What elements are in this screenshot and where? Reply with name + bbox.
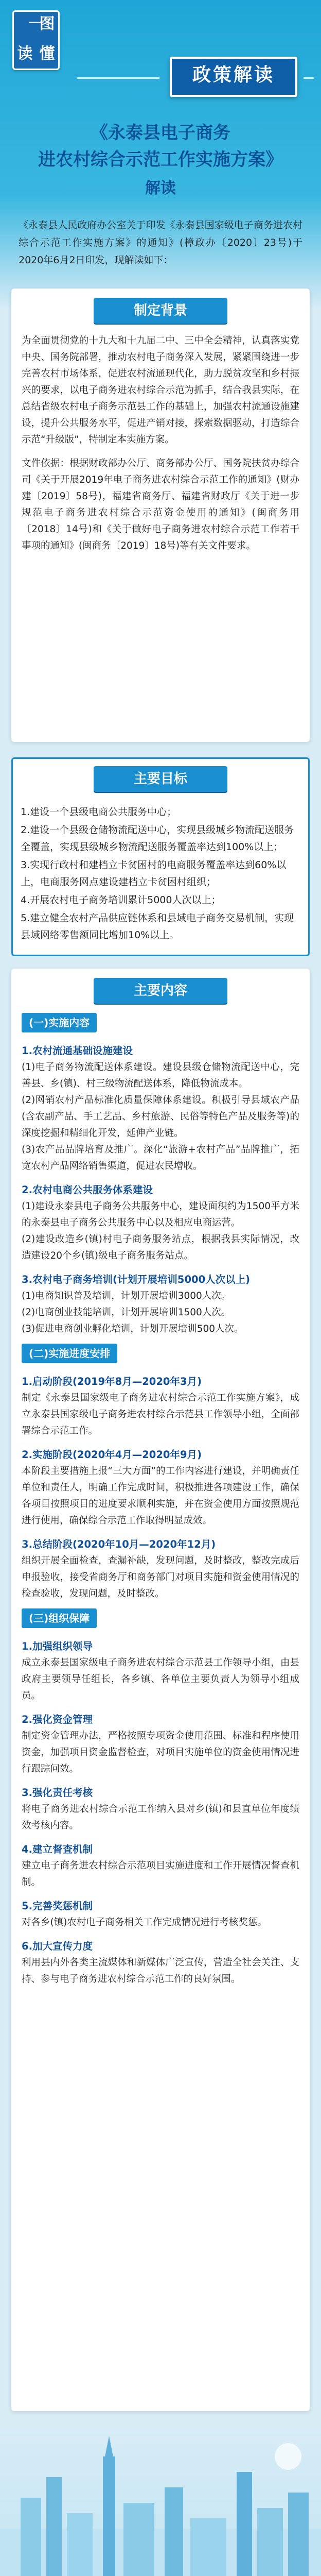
subheading: 1.农村流通基础设施建设 bbox=[22, 1045, 133, 1057]
section-heading: 主要目标 bbox=[94, 766, 227, 792]
policy-banner bbox=[170, 57, 297, 97]
paragraph: 组织开展全面检查，查漏补缺，发现问题，及时整改，整改完成后申报验收，接受省商务厅和商务部门对项目实施和资金使用情况的检查验收，发现问题，及时整改。 bbox=[22, 1555, 299, 1599]
header bbox=[0, 0, 321, 118]
paragraph: 将电子商务进农村综合示范工作纳入县对乡(镇)和县直单位年度绩效考核内容。 bbox=[22, 1804, 299, 1831]
seal-char: 一 bbox=[28, 15, 44, 33]
title-line2: 进农村综合示范工作实施方案》 bbox=[38, 149, 283, 170]
paragraph: 利用县内外各类主流媒体和新媒体广泛宣传，营造全社会关注、支持、参与电子商务进农村综合示范工作的良好氛围。 bbox=[22, 1957, 299, 1985]
document-title bbox=[11, 120, 310, 198]
paragraph: (3)农产品品牌培育及推广。深化“旅游+农村产品”品牌推广，拓宽农村产品网络销售渠道，促进农民增收。 bbox=[22, 1144, 299, 1172]
paragraph: (1)电商知识普及培训，计划开展培训3000人次。 bbox=[22, 1291, 231, 1301]
paragraph: (3)促进电商创业孵化培训，计划开展培训500人次。 bbox=[22, 1324, 244, 1334]
subheading: 2.强化资金管理 bbox=[22, 1714, 93, 1725]
paragraph: (2)建设改造乡(镇)村电子商务服务站点，根据我县实际情况，改造建设20个乡(镇)级电子商务服务站点。 bbox=[22, 1234, 299, 1261]
section-heading: 主要内容 bbox=[94, 978, 227, 1004]
goals-list bbox=[21, 804, 300, 945]
part-label: (一)实施内容 bbox=[22, 1013, 97, 1032]
city-skyline-illustration bbox=[0, 2426, 321, 2576]
paragraph: 成立永泰县国家级电子商务进农村综合示范县工作领导小组，由县政府主要领导任组长，各乡镇、各单位主要负责人为领导小组成员。 bbox=[22, 1657, 299, 1701]
paragraph: 本阶段主要措施上报“三大方面”的工作内容进行建设，并明确责任单位和责任人，明确工作完成时间，积极推进各项建设工作，确保各项目按照项目的进度要求顺利实施，并在资金使用方面按照规范进行使用，确保综合示范工作取得明显成效。 bbox=[22, 1466, 299, 1526]
seal-logo bbox=[12, 10, 60, 70]
subheading: 3.总结阶段(2020年10月—2020年12月) bbox=[22, 1538, 216, 1550]
intro-paragraph: 《永泰县人民政府办公室关于印发《永泰县国家级电子商务进农村综合示范工作实施方案》的通知》(樟政办〔2020〕23号)于2020年6月2日印发，现解读如下： bbox=[19, 219, 302, 266]
paragraph: 建立电子商务进农村综合示范项目实施进度和工作开展情况督查机制。 bbox=[22, 1860, 299, 1888]
subheading: 1.启动阶段(2019年8月—2020年3月) bbox=[22, 1376, 202, 1387]
subheading: 4.建立督查机制 bbox=[22, 1843, 93, 1855]
title-line3: 解读 bbox=[145, 179, 176, 197]
subheading: 5.完善奖惩机制 bbox=[22, 1900, 93, 1912]
subheading: 2.实施阶段(2020年4月—2020年9月) bbox=[22, 1449, 202, 1461]
seal-char: 懂 bbox=[39, 45, 55, 63]
subheading: 1.加强组织领导 bbox=[22, 1640, 93, 1652]
part-label: (三)组织保障 bbox=[22, 1608, 97, 1628]
basis-paragraph: 文件依据：根据财政部办公厅、商务部办公厅、国务院扶贫办综合司《关于开展2019年电子商务进农村综合示范工作的通知》(财办建〔2019〕58号)，福建省商务厅、福建省财政厅《关于进一步规范电子商务进农村综合示范资金使用的通知》(闽商务用〔2018〕14号)和《关于做好电子商务进农村综合示范工作若干事项的通知》(闽商务〔2019〕18号)等有关文件要求。 bbox=[22, 458, 299, 551]
section-heading: 制定背景 bbox=[94, 298, 227, 324]
deco-line bbox=[304, 77, 314, 79]
subheading: 2.农村电商公共服务体系建设 bbox=[22, 1184, 153, 1196]
paragraph: (2)网销农村产品标准化质量保障体系建设。积极引导县域农产品(含农副产品、手工艺品、乡村旅游、民俗等特色产品及服务等)的深度挖掘和精细化开发，延伸产业链。 bbox=[22, 1095, 299, 1139]
paragraph: (2)电商创业技能培训，计划开展培训1500人次。 bbox=[22, 1307, 231, 1318]
goal-item: 1.建设一个县级电商公共服务中心； bbox=[21, 806, 177, 818]
part-label: (二)实施进度安排 bbox=[22, 1344, 117, 1363]
content-card bbox=[11, 969, 310, 2411]
goal-item: 3.实现行政村和建档立卡贫困村的电商服务覆盖率达到60%以上，电商服务网点建设建档立卡贫困村组织； bbox=[21, 859, 287, 888]
goal-item: 5.建立健全农村产品供应链体系和县域电子商务交易机制，实现县域网络零售额同比增加10%以上。 bbox=[21, 912, 294, 941]
paragraph: 制定资金管理办法，严格按照专项资金使用范围、标准和程序使用资金，加强项目资金监督检查，对项目实施单位的资金使用情况进行跟踪问效。 bbox=[22, 1731, 299, 1774]
goal-item: 4.开展农村电子商务培训累计5000人次以上； bbox=[21, 894, 221, 906]
goal-item: 2.建设一个县级仓储物流配送中心，实现县级城乡物流配送服务全覆盖，实现县级城乡物流配送服务覆盖率达到100%以上； bbox=[21, 824, 294, 853]
background-card bbox=[11, 289, 310, 742]
subheading: 3.强化责任考核 bbox=[22, 1787, 93, 1799]
skyline-svg bbox=[0, 2426, 321, 2576]
background-paragraph: 为全面贯彻党的十九大和十九届二中、三中全会精神，认真落实党中央、国务院部署，推动农村电子商务深入发展，紧紧围绕进一步完善农村市场体系，促进农村流通现代化，助力脱贫攻坚和乡村振兴的要求，以电子商务进农村综合示范为抓手，结合我县实际，在总结省级农村电子商务示范县工作的基础上，加强农村流通设施建设，提升公共服务水平，促进产销对接，探索数据驱动，打造综合示范“升级版”，特制定本实施方案。 bbox=[22, 335, 299, 445]
deco-line bbox=[77, 77, 159, 79]
paragraph: (1)电子商务物流配送体系建设。建设县级仓储物流配送中心，完善县、乡(镇)、村三级物流配送体系，降低物流成本。 bbox=[22, 1062, 299, 1089]
paragraph: 制定《永泰县国家级电子商务进农村综合示范工作实施方案》，成立永泰县国家级电子商务进农村综合示范县工作领导小组，全面部署综合示范工作。 bbox=[22, 1393, 299, 1436]
seal-char: 图 bbox=[39, 15, 55, 33]
paragraph: 对各乡(镇)农村电子商务相关工作完成情况进行考核奖惩。 bbox=[22, 1917, 267, 1928]
subheading: 6.加大宣传力度 bbox=[22, 1940, 93, 1952]
title-line1: 《永泰县电子商务 bbox=[91, 123, 230, 143]
seal-char: 读 bbox=[17, 45, 33, 63]
subheading: 3.农村电子商务培训(计划开展培训5000人次以上) bbox=[22, 1274, 251, 1285]
paragraph: (1)建设永泰县电子商务公共服务中心，建设面积约为1500平方米的永泰县电子商务公共服务中心以及相应电商运营。 bbox=[22, 1201, 299, 1228]
banner-text: 政策解读 bbox=[192, 64, 275, 86]
